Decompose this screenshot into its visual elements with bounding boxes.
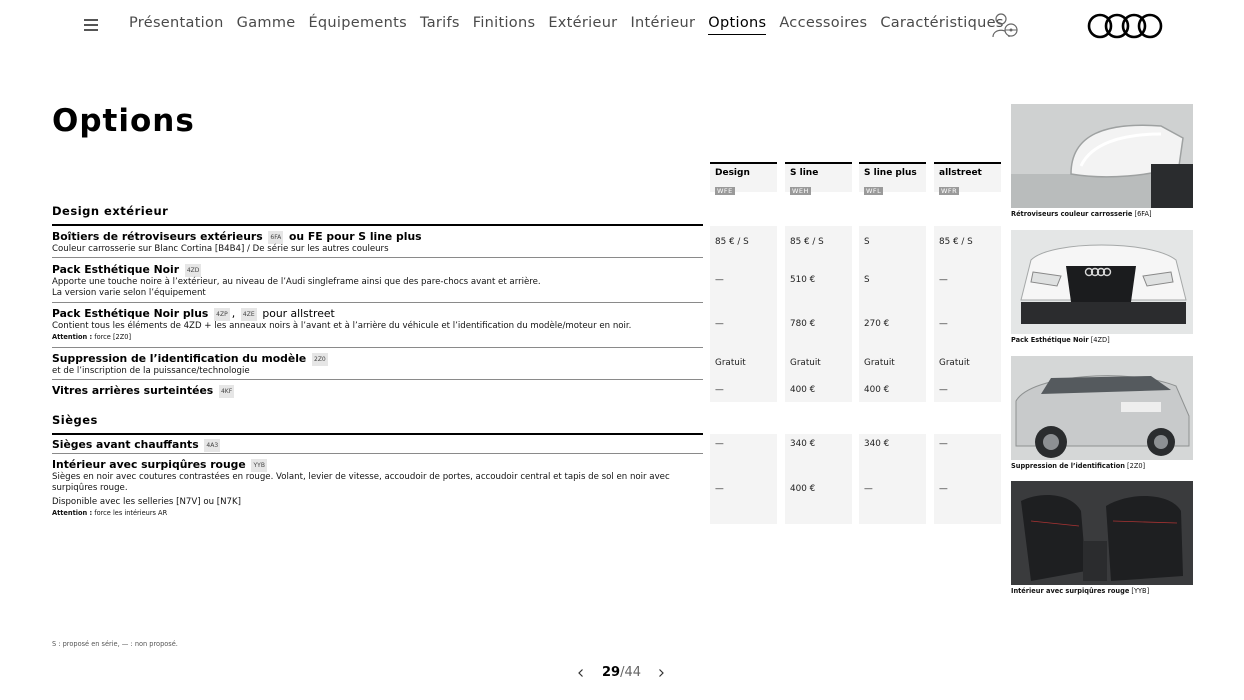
price-cell: —	[715, 439, 724, 449]
option-row	[52, 438, 703, 452]
option-title: Sièges avant chauffants 4A3	[52, 438, 219, 451]
mirror-photo	[1011, 104, 1193, 208]
option-code: 4A3	[204, 439, 220, 452]
nav-interieur[interactable]: Intérieur	[630, 15, 696, 31]
price-cell: —	[715, 385, 724, 395]
option-description: Apporte une touche noire à l’extérieur, au niveau de l’Audi singleframe ainsi que des pare-chocs avant et arrière.	[52, 276, 541, 287]
option-row	[52, 458, 703, 518]
option-title: Boîtiers de rétroviseurs extérieurs 6FA ou FE pour S line plus	[52, 230, 422, 243]
column-name: S line	[790, 168, 819, 178]
option-description: Disponible avec les selleries [N7V] ou [N7K]	[52, 496, 241, 507]
nav-gamme[interactable]: Gamme	[236, 15, 296, 31]
section-rule	[52, 224, 703, 226]
column-code: WFR	[941, 187, 958, 195]
price-cell: 400 €	[790, 385, 816, 395]
black-pack-photo	[1011, 230, 1193, 334]
price-cell: 85 € / S	[939, 237, 973, 247]
nav-caracteristiques[interactable]: Caractéristiques	[880, 15, 1004, 31]
page-title: Options	[52, 103, 195, 139]
price-cell: Gratuit	[790, 358, 821, 368]
option-code: 4ZP	[214, 308, 230, 321]
nav-presentation[interactable]: Présentation	[129, 15, 224, 31]
price-cell: 780 €	[790, 319, 816, 329]
column-strip	[934, 226, 1001, 402]
column-header-sline	[785, 162, 852, 195]
page-number: 29/44	[602, 665, 642, 680]
option-row	[52, 352, 703, 377]
column-name: Design	[715, 168, 750, 178]
column-strip	[785, 226, 852, 402]
top-navigation	[0, 0, 1244, 52]
option-note: Attention : force les intérieurs AR	[52, 508, 168, 517]
column-header-sline-plus	[859, 162, 926, 195]
price-cell: 270 €	[864, 319, 890, 329]
option-code: 2Z0	[312, 353, 328, 366]
price-cell: 510 €	[790, 275, 816, 285]
nav-tarifs[interactable]: Tarifs	[419, 15, 460, 31]
nav-exterieur[interactable]: Extérieur	[548, 15, 618, 31]
price-cell: 400 €	[864, 385, 890, 395]
row-divider	[52, 379, 703, 380]
pagination	[574, 664, 670, 684]
price-cell: 340 €	[790, 439, 816, 449]
price-cell: 85 € / S	[715, 237, 749, 247]
option-description: Sièges en noir avec coutures contrastées en rouge. Volant, levier de vitesse, accoudoir de portes, accoudoir central et tapis de sol en noir avec surpiqûres rouge.	[52, 471, 670, 493]
option-title: Pack Esthétique Noir 4ZD	[52, 263, 200, 276]
column-code: WEH	[792, 187, 809, 195]
column-code: WFE	[717, 187, 733, 195]
column-strip	[710, 226, 777, 402]
option-row	[52, 384, 703, 398]
option-row	[52, 263, 703, 299]
option-row	[52, 230, 703, 255]
price-cell: Gratuit	[939, 358, 970, 368]
option-code: 4ZD	[185, 264, 202, 277]
option-title: Intérieur avec surpiqûres rouge YYB	[52, 458, 265, 471]
legend-note: S : proposé en série, — : non proposé.	[52, 640, 178, 648]
section-rule	[52, 433, 703, 435]
photo-caption: Rétroviseurs couleur carrosserie [6FA]	[1011, 210, 1152, 218]
photo-caption: Pack Esthétique Noir [4ZD]	[1011, 336, 1110, 344]
price-cell: 400 €	[790, 484, 816, 494]
option-description: La version varie selon l’équipement	[52, 287, 206, 298]
column-strip	[859, 226, 926, 402]
column-header-design	[710, 162, 777, 195]
row-divider	[52, 453, 703, 454]
nav-accessoires[interactable]: Accessoires	[779, 15, 868, 31]
price-cell: —	[864, 484, 873, 494]
option-code: YYB	[251, 459, 266, 472]
option-description: Contient tous les éléments de 4ZD + les anneaux noirs à l’avant et à l’arrière du véhicule et l’identification du modèle/moteur en noir.	[52, 320, 632, 331]
price-cell: —	[715, 275, 724, 285]
column-name: allstreet	[939, 168, 982, 178]
price-cell: Gratuit	[715, 358, 746, 368]
chevron-right-icon[interactable]	[656, 668, 666, 678]
row-divider	[52, 347, 703, 348]
row-divider	[52, 302, 703, 303]
row-divider	[52, 257, 703, 258]
column-name: S line plus	[864, 168, 917, 178]
price-cell: —	[939, 275, 948, 285]
column-header-allstreet	[934, 162, 1001, 195]
section-title-seats: Sièges	[52, 413, 98, 427]
option-description: et de l’inscription de la puissance/technologie	[52, 365, 250, 376]
price-cell: —	[715, 484, 724, 494]
option-code: 4ZE	[241, 308, 257, 321]
chevron-left-icon[interactable]	[576, 668, 586, 678]
option-code: 6FA	[268, 231, 283, 244]
option-code: 4KF	[219, 385, 234, 398]
price-cell: —	[715, 319, 724, 329]
option-title: Suppression de l’identification du modèle 2Z0	[52, 352, 326, 365]
price-cell: Gratuit	[864, 358, 895, 368]
option-title: Pack Esthétique Noir plus 4ZP , 4ZE pour allstreet	[52, 307, 335, 320]
nav-equipements[interactable]: Équipements	[308, 15, 407, 31]
menu-icon[interactable]	[84, 19, 98, 31]
price-cell: —	[939, 439, 948, 449]
nav-options[interactable]: Options	[708, 15, 766, 35]
option-row	[52, 307, 703, 342]
option-title: Vitres arrières surteintées 4KF	[52, 384, 233, 397]
photo-caption: Suppression de l’identification [2Z0]	[1011, 462, 1146, 470]
nav-finitions[interactable]: Finitions	[472, 15, 536, 31]
identification-photo	[1011, 356, 1193, 460]
test-drive-icon[interactable]	[990, 11, 1022, 39]
column-code: WFL	[866, 187, 882, 195]
price-cell: —	[939, 385, 948, 395]
price-cell: —	[939, 484, 948, 494]
interior-photo	[1011, 481, 1193, 585]
price-cell: 340 €	[864, 439, 890, 449]
section-title-exterior: Design extérieur	[52, 204, 169, 218]
price-cell: 85 € / S	[790, 237, 824, 247]
option-description: Couleur carrosserie sur Blanc Cortina [B4B4] / De série sur les autres couleurs	[52, 243, 389, 254]
price-cell: S	[864, 275, 870, 285]
photo-caption: Intérieur avec surpiqûres rouge [YYB]	[1011, 587, 1150, 595]
price-cell: S	[864, 237, 870, 247]
audi-logo[interactable]	[1087, 12, 1163, 40]
nav-links	[129, 15, 1017, 35]
price-cell: —	[939, 319, 948, 329]
option-note: Attention : force [2Z0]	[52, 332, 132, 341]
